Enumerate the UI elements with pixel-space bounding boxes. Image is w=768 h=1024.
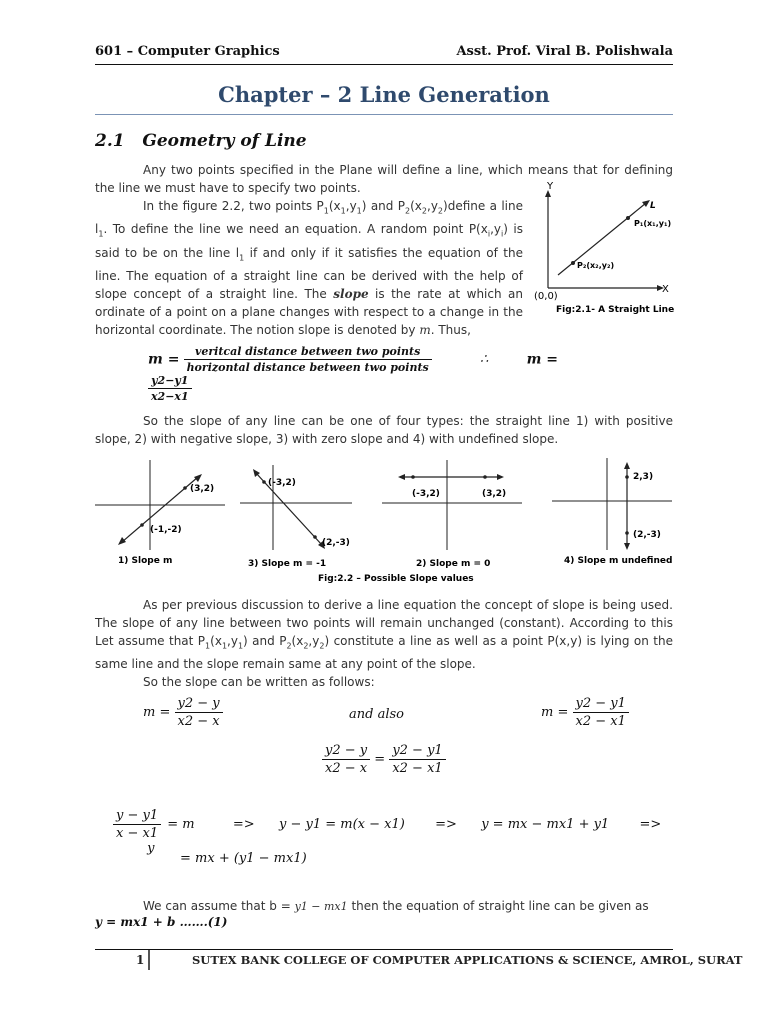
eq-row1-lhs: m = xyxy=(143,705,171,720)
eq-row1-left xyxy=(143,696,223,729)
g2-point-top: (-3,2) xyxy=(268,478,296,488)
slope-types-text: So the slope of any line can be one of four types: the straight line 1) with positive slope, 2) with negative slope, 3) with zero slope and 4) with undefined slope. xyxy=(95,414,673,446)
g2-point-bottom: (2,-3) xyxy=(322,538,350,548)
eq-row1-den: x2 − x xyxy=(177,714,220,729)
g4-point-top: 2,3) xyxy=(633,472,654,482)
header-course: 601 – Computer Graphics xyxy=(95,44,280,59)
header-rule xyxy=(95,64,673,65)
eq-row2-num-l: y2 − y xyxy=(322,743,370,760)
g1-caption: 1) Slope m xyxy=(118,556,173,566)
eq1-numerator: veritcal distance between two points xyxy=(184,345,432,360)
intro-paragraph: Any two points specified in the Plane will define a line, which means that for defining the line we must have to specify two points. xyxy=(95,163,673,195)
eq-row2-num-r: y2 − y1 xyxy=(389,743,445,760)
assume-after: then the equation of straight line can be given as xyxy=(347,899,649,913)
g3-caption: 2) Slope m = 0 xyxy=(416,559,491,569)
footer-page-number: 1 xyxy=(136,953,145,967)
header-author: Asst. Prof. Viral B. Polishwala xyxy=(456,44,673,59)
eq-row2-equals: = xyxy=(374,752,386,767)
derivation-paragraph: As per previous discussion to derive a line equation the concept of slope is being used. The slope of any line between two points will remain unchanged (constant). According to this Let assume that $P_1(x_1,y_1)$ and $P_2(x_2,y_2)$ constitute a line as well as a point P(x,y) is lying on the same line and the slope remain same at any point of the slope. So the slope can be written as follows: xyxy=(95,598,674,690)
slope-definition-equation xyxy=(148,345,588,403)
figure-straight-line xyxy=(528,178,678,318)
g4-point-bottom: (2,-3) xyxy=(633,530,661,540)
eq1-therefore: ∴ xyxy=(480,352,489,367)
eq-row2-den-l: x2 − x xyxy=(325,761,368,776)
slope-types-paragraph xyxy=(95,412,673,448)
eq-row1-lhs-r: m = xyxy=(541,705,569,720)
g1-point-bottom: (-1,-2) xyxy=(150,525,182,535)
definition-paragraph: In the figure 2.2, two points $P_1(x_1,y_1)$ and $P_2(x_2,y_2)define$ a line $l_1$. To define the line we need an equation. A random point $P(x_i,y_i)$ is said to be on the line $l_1$ if and only if it satisfies the equation of the line. The equation of a straight line can be derived with the help of slope concept of a straight line. The slope is the rate at which an ordinate of a point on a plane changes with respect to a change in the horizontal coordinate. The notion slope is denoted by m. Thus, xyxy=(95,199,524,338)
g4-caption: 4) Slope m undefined xyxy=(564,556,673,566)
eq-row2-fraction-right xyxy=(389,743,445,776)
assume-before: We can assume that b = xyxy=(143,899,295,913)
fig1-p1-label: P₁(x₁,y₁) xyxy=(634,219,672,228)
fig1-p2-label: P₂(x₂,y₂) xyxy=(577,261,615,270)
eq-row3-fraction xyxy=(113,808,161,841)
fig1-x-label: X xyxy=(662,284,669,295)
fig1-point-p1 xyxy=(626,216,630,220)
fig1-line-label: L xyxy=(650,201,656,211)
eq-row3-part2: y − y1 = m(x − x1) xyxy=(278,817,405,832)
fig1-origin-label: (0,0) xyxy=(534,291,558,302)
eq-row3-part4: y xyxy=(147,841,155,856)
slope-graph-positive xyxy=(95,460,225,566)
eq-row3-arrow1: => xyxy=(232,817,255,832)
eq-row1-right xyxy=(541,696,629,729)
eq-row3-continuation: = mx + (y1 − mx1) xyxy=(180,851,307,866)
eq-row2 xyxy=(322,743,446,776)
section-title: Geometry of Line xyxy=(142,131,307,151)
final-equation: y = mx1 + b …….(1) xyxy=(95,915,228,929)
assume-paragraph xyxy=(95,897,673,916)
eq-row3 xyxy=(113,808,673,856)
slope-graph-zero xyxy=(382,460,522,569)
slope-graph-undefined xyxy=(552,458,672,566)
eq1-lhs: m = xyxy=(148,351,180,368)
title-rule xyxy=(95,114,673,115)
eq-row3-num: y − y1 xyxy=(113,808,161,825)
footer-separator xyxy=(148,950,150,970)
fig1-y-label: Y xyxy=(547,181,554,192)
footer-college: SUTEX BANK COLLEGE OF COMPUTER APPLICATIONS & SCIENCE, AMROL, SURAT xyxy=(192,953,743,967)
chapter-title: Chapter – 2 Line Generation xyxy=(218,82,550,107)
eq1-num2: y2−y1 xyxy=(148,374,192,389)
fig1-point-p2 xyxy=(571,261,575,265)
eq-row3-part1: = m xyxy=(167,817,195,832)
g2-caption: 3) Slope m = -1 xyxy=(248,559,327,569)
g3-point-right: (3,2) xyxy=(482,489,507,499)
eq1-denominator: horizontal distance between two points xyxy=(186,361,429,374)
eq-row3-arrow3: => xyxy=(639,817,662,832)
footer-rule xyxy=(95,949,673,950)
g1-point-top: (3,2) xyxy=(190,484,215,494)
eq-row2-den-r: x2 − x1 xyxy=(392,761,443,776)
eq-row1-num-r: y2 − y1 xyxy=(573,696,629,713)
slope-written-text: So the slope can be written as follows: xyxy=(143,675,375,690)
eq-row3-part3: y = mx − mx1 + y1 xyxy=(481,817,610,832)
eq1-lhs2: m = xyxy=(526,351,558,368)
fig2-caption: Fig:2.2 – Possible Slope values xyxy=(318,574,474,584)
eq-row3-den: x − x1 xyxy=(116,826,159,841)
slope-graph-negative xyxy=(240,465,352,569)
assume-expr: y1 − mx1 xyxy=(294,900,348,913)
eq-row3-arrow2: => xyxy=(435,817,457,832)
eq-row1-num: y2 − y xyxy=(175,696,223,713)
eq-row1-fraction-r xyxy=(573,696,629,729)
eq1-fraction xyxy=(184,345,432,374)
eq1-fraction2 xyxy=(148,374,192,403)
fig1-caption: Fig:2.1- A Straight Line xyxy=(556,305,675,315)
section-heading xyxy=(95,131,307,151)
figure-slope-values xyxy=(90,455,680,587)
eq-row1-fraction xyxy=(175,696,223,729)
eq-row1-and-also: and also xyxy=(349,707,404,722)
g3-point-left: (-3,2) xyxy=(412,489,440,499)
eq-row1-den-r: x2 − x1 xyxy=(575,714,626,729)
eq-row2-fraction-left xyxy=(322,743,370,776)
eq1-den2: x2−x1 xyxy=(151,390,189,403)
section-number: 2.1 xyxy=(95,131,125,151)
